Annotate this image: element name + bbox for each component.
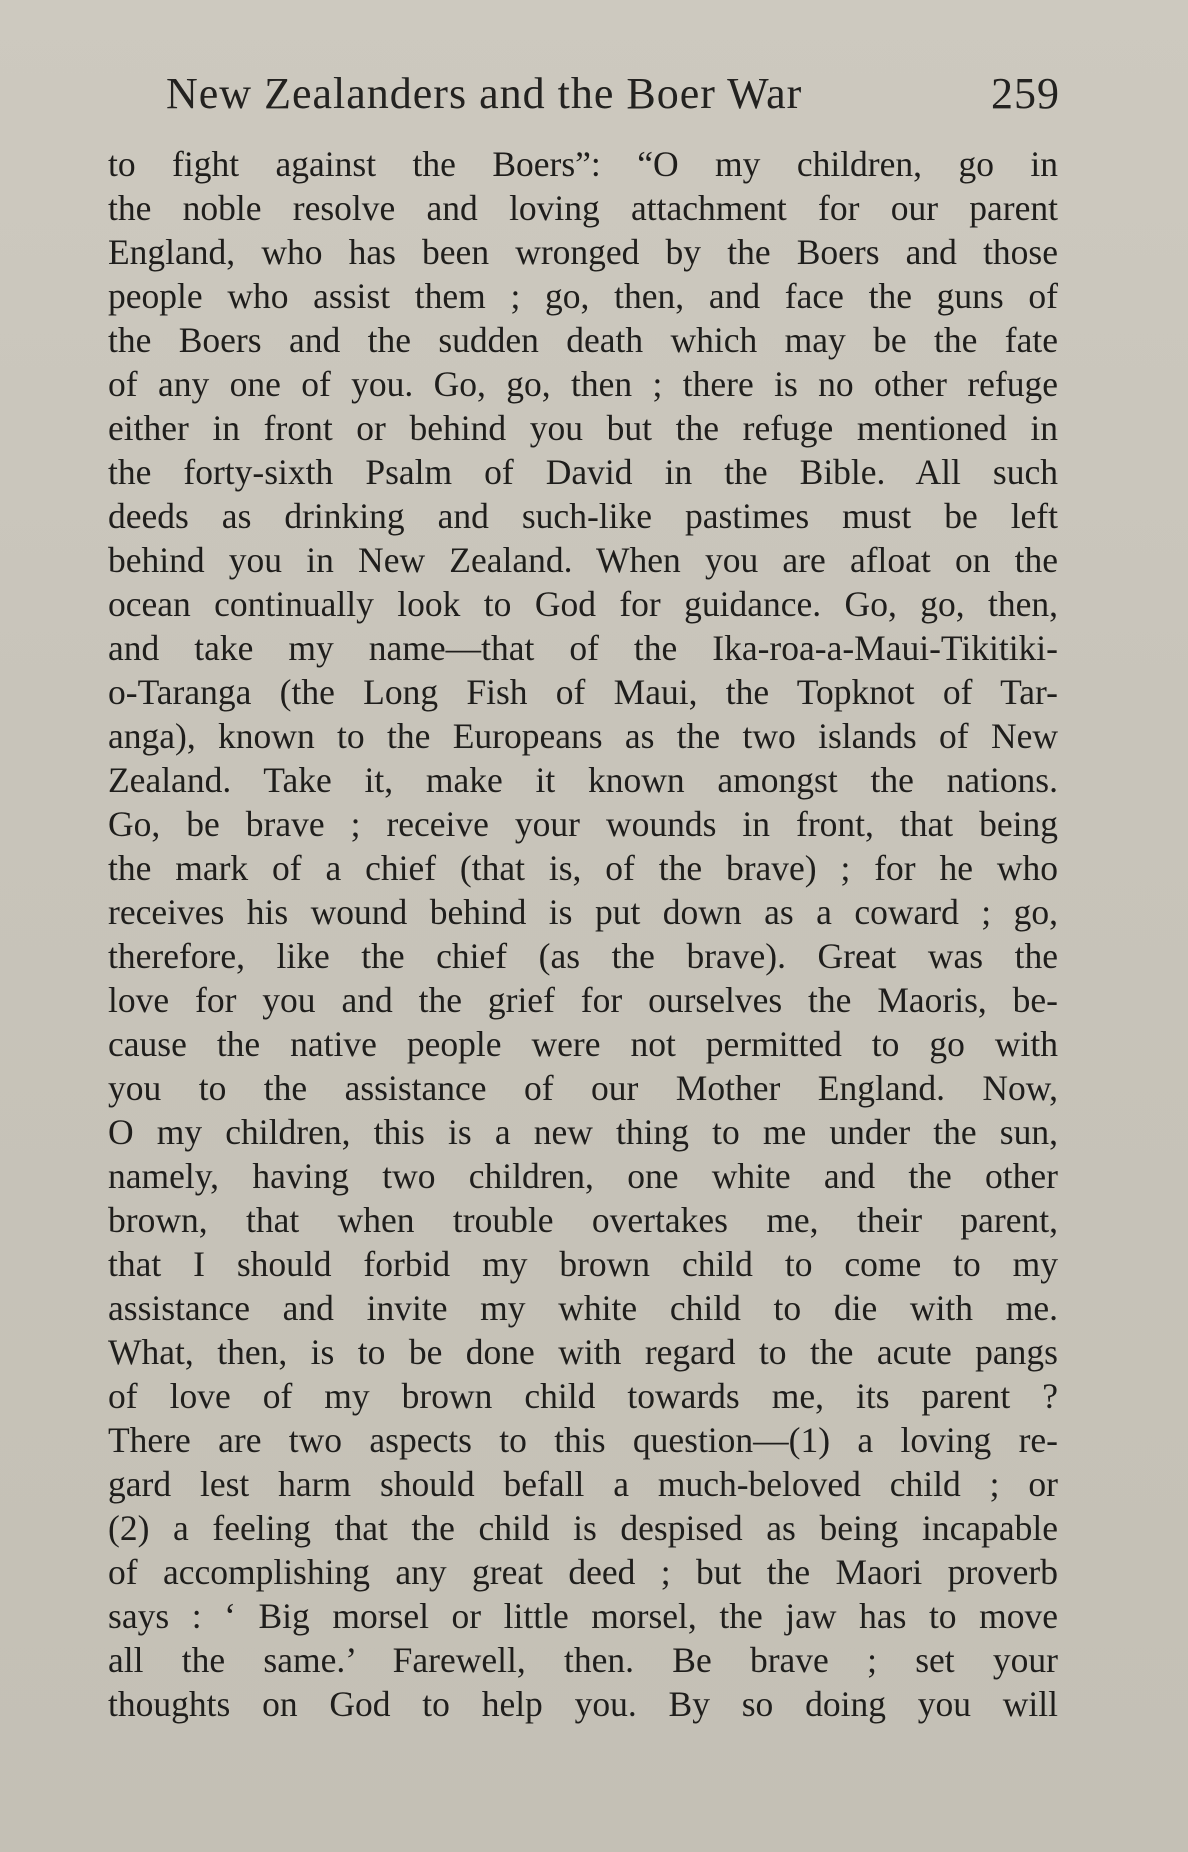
text-line: What, then, is to be done with regard to the acute pangs — [108, 1332, 1058, 1372]
text-line: to fight against the Boers”: “O my children, go in — [108, 144, 1058, 184]
text-line: brown, that when trouble overtakes me, their parent, — [108, 1200, 1058, 1240]
text-line: ocean continually look to God for guidance. Go, go, then, — [108, 584, 1058, 624]
text-line: the mark of a chief (that is, of the brave) ; for he who — [108, 848, 1058, 888]
text-line: Zealand. Take it, make it known amongst the nations. — [108, 760, 1058, 800]
text-line: people who assist them ; go, then, and face the guns of — [108, 276, 1058, 316]
text-line: assistance and invite my white child to die with me. — [108, 1288, 1058, 1328]
text-line: the forty-sixth Psalm of David in the Bible. All such — [108, 452, 1058, 492]
text-line: thoughts on God to help you. By so doing you will — [108, 1684, 1058, 1724]
text-line: deeds as drinking and such-like pastimes must be left — [108, 496, 1058, 536]
text-line: that I should forbid my brown child to come to my — [108, 1244, 1058, 1284]
text-line: the noble resolve and loving attachment for our parent — [108, 188, 1058, 228]
text-line: all the same.’ Farewell, then. Be brave ; set your — [108, 1640, 1058, 1680]
running-head — [166, 66, 1060, 122]
text-line: of accomplishing any great deed ; but the Maori proverb — [108, 1552, 1058, 1592]
text-line: There are two aspects to this question—(1) a loving re- — [108, 1420, 1058, 1460]
text-line: (2) a feeling that the child is despised as being incapable — [108, 1508, 1058, 1548]
text-line: love for you and the grief for ourselves the Maoris, be- — [108, 980, 1058, 1020]
text-line: of any one of you. Go, go, then ; there is no other refuge — [108, 364, 1058, 404]
text-line: behind you in New Zealand. When you are afloat on the — [108, 540, 1058, 580]
text-line: therefore, like the chief (as the brave). Great was the — [108, 936, 1058, 976]
text-line: you to the assistance of our Mother England. Now, — [108, 1068, 1058, 1108]
text-line: o-Taranga (the Long Fish of Maui, the Topknot of Tar- — [108, 672, 1058, 712]
text-line: cause the native people were not permitted to go with — [108, 1024, 1058, 1064]
running-head-title: New Zealanders and the Boer War — [166, 69, 803, 118]
text-line: namely, having two children, one white and the other — [108, 1156, 1058, 1196]
text-line: England, who has been wronged by the Boers and those — [108, 232, 1058, 272]
text-line: of love of my brown child towards me, its parent ? — [108, 1376, 1058, 1416]
text-line: receives his wound behind is put down as a coward ; go, — [108, 892, 1058, 932]
body-text — [108, 142, 1058, 1726]
text-line: says : ‘ Big morsel or little morsel, the jaw has to move — [108, 1596, 1058, 1636]
text-line: the Boers and the sudden death which may be the fate — [108, 320, 1058, 360]
text-line: gard lest harm should befall a much-beloved child ; or — [108, 1464, 1058, 1504]
text-line: Go, be brave ; receive your wounds in front, that being — [108, 804, 1058, 844]
page-number: 259 — [991, 69, 1060, 118]
text-line: either in front or behind you but the refuge mentioned in — [108, 408, 1058, 448]
text-line: and take my name—that of the Ika-roa-a-Maui-Tikitiki- — [108, 628, 1058, 668]
text-line: O my children, this is a new thing to me under the sun, — [108, 1112, 1058, 1152]
text-line: anga), known to the Europeans as the two islands of New — [108, 716, 1058, 756]
